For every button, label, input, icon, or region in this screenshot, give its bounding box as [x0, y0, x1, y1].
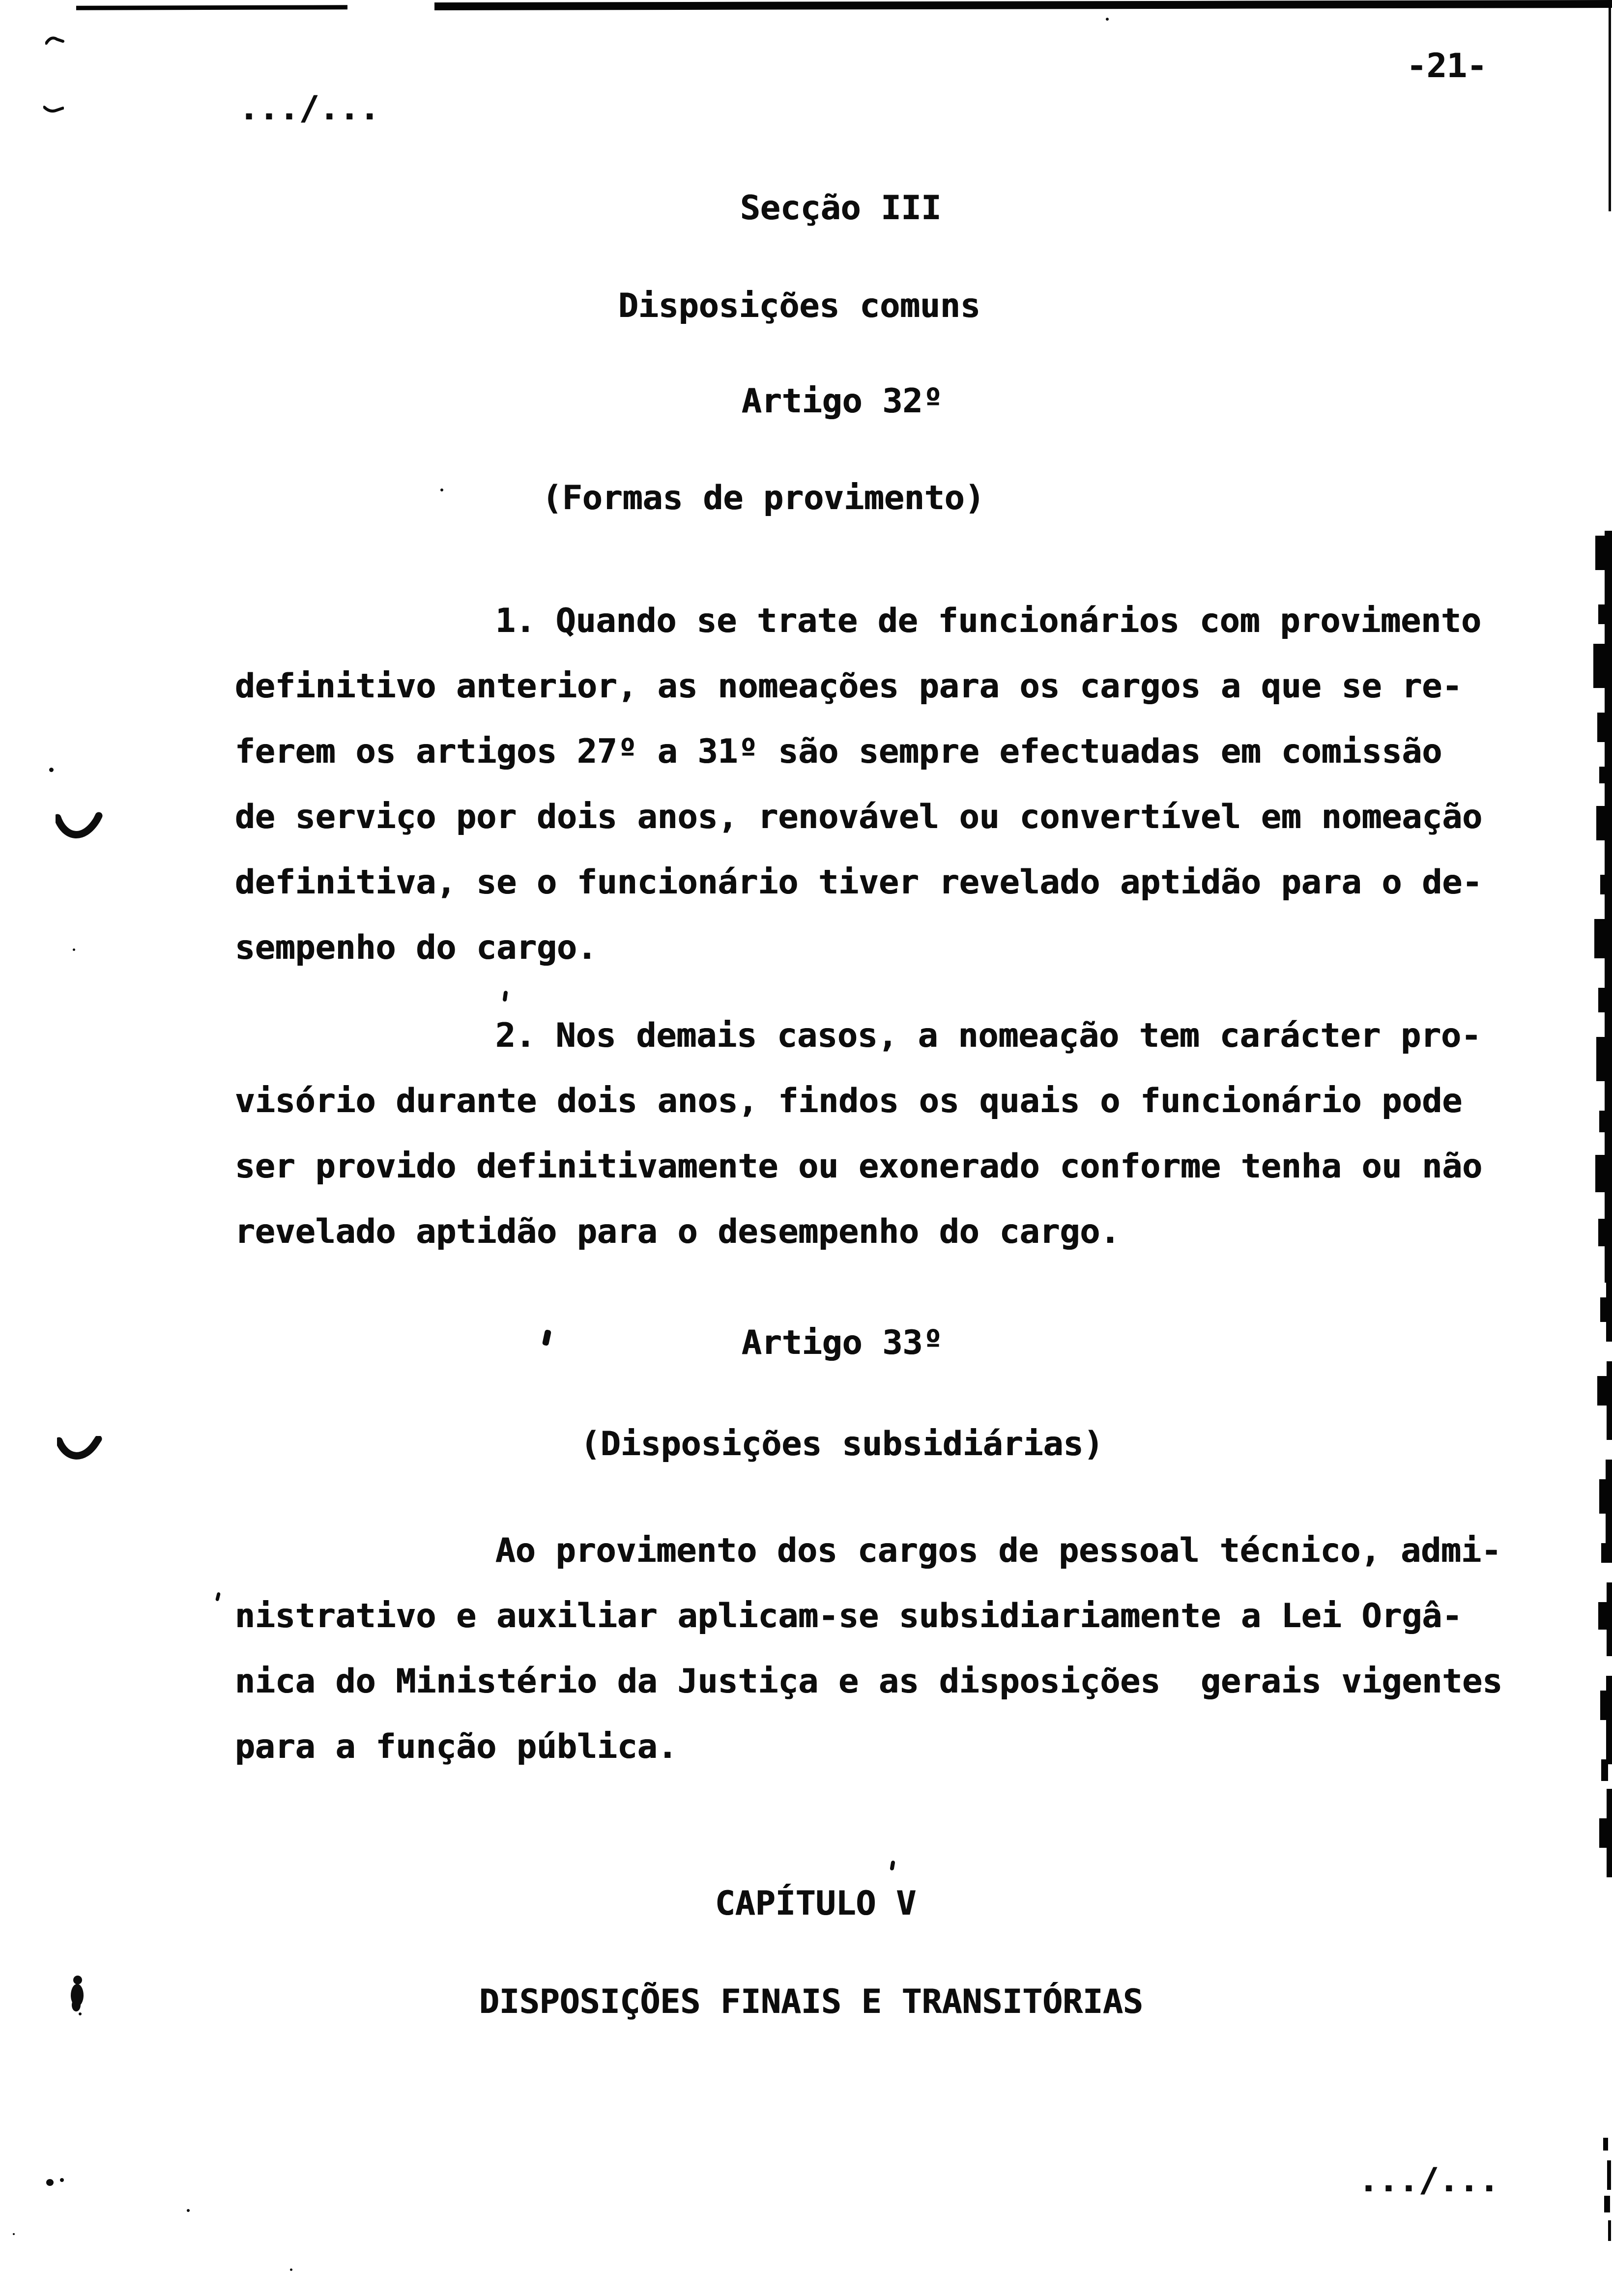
article32-p2-line1: 2. Nos demais casos, a nomeação tem carácter pro-: [495, 1016, 1482, 1055]
stray-tick-above-p2: [503, 991, 508, 1002]
chapter-title: CAPÍTULO V: [715, 1884, 917, 1923]
handwritten-crescent-mark-1: [56, 812, 103, 844]
scan-noise-right-band: [1591, 531, 1612, 1877]
article32-p2-line3: ser provido definitivamente ou exonerado conforme tenha ou não: [235, 1147, 1483, 1186]
article32-p1-line6: sempenho do cargo.: [235, 928, 597, 967]
article32-p1-line2: definitivo anterior, as nomeações para os cargos a que se re-: [235, 667, 1463, 706]
article32-p1-line4: de serviço por dois anos, renovável ou convertível em nomeação: [235, 798, 1483, 836]
speck: [73, 948, 75, 951]
chapter-subtitle: DISPOSIÇÕES FINAIS E TRANSITÓRIAS: [479, 1982, 1144, 2021]
ink-blob-mark: [69, 1976, 90, 2017]
continuation-mark-bottom: .../...: [1358, 2161, 1499, 2200]
article-33-subheading: (Disposições subsidiárias): [580, 1425, 1104, 1464]
article33-p-line4: para a função pública.: [235, 1727, 678, 1766]
handwritten-tick-top-2: [43, 104, 64, 114]
article33-p-line3: nica do Ministério da Justiça e as disposições gerais vigentes: [235, 1662, 1503, 1701]
article-32-subheading: (Formas de provimento): [542, 479, 985, 517]
continuation-mark-top: .../...: [239, 89, 380, 128]
speck: [46, 2179, 54, 2186]
scan-edge-top-right: [434, 0, 1612, 10]
stray-tick-line-start: [215, 1592, 221, 1601]
article32-p1-line1: 1. Quando se trate de funcionários com provimento: [495, 602, 1482, 640]
article-32-heading: Artigo 32º: [742, 382, 943, 421]
page-number: -21-: [1407, 47, 1487, 86]
speck: [1106, 18, 1109, 21]
speck: [60, 2178, 64, 2182]
stray-apostrophe-mark: [542, 1329, 551, 1346]
article-33-heading: Artigo 33º: [742, 1323, 943, 1362]
section-title: Secção III: [740, 189, 942, 228]
handwritten-crescent-mark-2: [57, 1436, 102, 1465]
article33-p-line2: nistrativo e auxiliar aplicam-se subsidiariamente a Lei Orgâ-: [235, 1597, 1463, 1636]
speck: [13, 2233, 15, 2235]
article32-p2-line4: revelado aptidão para o desempenho do cargo.: [235, 1212, 1121, 1251]
scan-noise-right-bottom: [1600, 2138, 1612, 2251]
article32-p2-line2: visório durante dois anos, findos os quais o funcionário pode: [235, 1082, 1463, 1120]
handwritten-tick-top-1: [45, 34, 65, 46]
article32-p1-line5: definitiva, se o funcionário tiver revelado aptidão para o de-: [235, 863, 1483, 902]
speck: [440, 488, 443, 491]
section-subtitle: Disposições comuns: [618, 287, 980, 325]
speck: [187, 2209, 190, 2212]
scan-edge-top-left: [76, 5, 347, 10]
article33-p-line1: Ao provimento dos cargos de pessoal técnico, admi-: [495, 1531, 1501, 1570]
scan-edge-right-top: [1609, 0, 1611, 211]
speck: [290, 2268, 292, 2271]
stray-tick-chapter: [890, 1860, 895, 1870]
article32-p1-line3: ferem os artigos 27º a 31º são sempre efectuadas em comissão: [235, 732, 1442, 771]
speck: [49, 768, 54, 772]
